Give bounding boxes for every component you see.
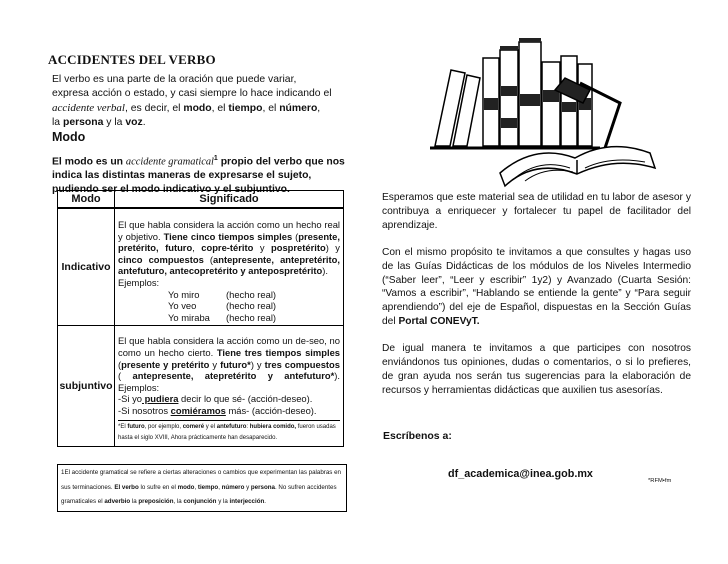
- desc-bold: cinco compuestos: [118, 253, 204, 265]
- intro-bold: voz: [125, 117, 143, 128]
- intro-text: , es decir, el: [125, 103, 184, 114]
- note-text: y el: [204, 423, 217, 430]
- desc-bold: pospretérito: [271, 242, 326, 254]
- footnote-text: , la: [173, 498, 184, 505]
- desc-bold: futuro*: [220, 358, 251, 370]
- mood-label: subjuntivo: [58, 326, 115, 446]
- table-header-row: [58, 191, 344, 209]
- example-text: -Si yo: [118, 393, 142, 405]
- definition-text: El modo es un: [52, 156, 126, 168]
- modo-table: [57, 190, 344, 447]
- footnote-text: ,: [194, 483, 198, 491]
- example-verb: pudiera: [141, 393, 179, 405]
- footnote-bold: preposición: [138, 498, 174, 505]
- footnote-bold: interjección: [229, 498, 265, 505]
- table-row: [58, 208, 344, 326]
- note-bold: comeré: [182, 423, 205, 430]
- example-row: [168, 289, 340, 301]
- desc-text: y: [209, 358, 221, 370]
- footnote-text: 1El accidente gramatical se refiere a ciertas alteraciones o cambios que experimentan las palabras en sus terminaciones.: [61, 469, 341, 491]
- desc-bold: Tiene tres tiempos simples: [216, 346, 340, 358]
- footnote-bold: persona: [250, 483, 275, 491]
- desc-bold: copre-térito: [201, 242, 254, 254]
- mood-description: [115, 326, 344, 446]
- paragraph: [382, 246, 691, 329]
- desc-text: ).: [322, 265, 328, 277]
- footnote-text: la: [130, 498, 139, 505]
- definition-text: propio del verbo que nos indica las distintas maneras de expresarse el sujeto, pudiendo ser el modo indicativo y el subjuntivo.: [52, 156, 345, 196]
- mood-label: Indicativo: [58, 208, 115, 326]
- desc-text: (: [118, 370, 133, 382]
- paragraph: De igual manera te invitamos a que participes con nosotros enviándonos tus opiniones, dudas o comentarios, o si lo prefieres, de gran ayuda nos serán tus sugerencias para la elaboración de recursos y herramientas didácticas que auxilien tus asesorías.: [382, 343, 691, 396]
- contact-heading: Escríbenos a:: [383, 430, 452, 442]
- note-text: fueron usadas hasta el siglo XVIII, Ahora prácticamente han desaparecido.: [118, 423, 336, 441]
- desc-text: (: [292, 230, 299, 242]
- desc-text: (: [203, 253, 214, 265]
- intro-text: , el: [262, 103, 280, 114]
- page-title: ACCIDENTES DEL VERBO: [48, 52, 216, 67]
- intro-text: la: [52, 117, 63, 128]
- example-note: (hecho real): [226, 288, 277, 300]
- note-bold: hubiera comido,: [249, 423, 297, 430]
- paragraph: Esperamos que este material sea de utilidad en tu labor de asesor y contribuya a enriquecer y fortalecer tu papel de facilitador del aprendizaje.: [382, 192, 691, 231]
- note-text: , por ejemplo,: [144, 423, 183, 430]
- footnote-text: .: [264, 498, 267, 505]
- footnote-bold: número: [221, 483, 245, 491]
- footnote: [57, 464, 347, 512]
- desc-bold: presente y pretérito: [121, 358, 210, 370]
- right-column: [382, 191, 691, 411]
- intro-bold: número: [279, 103, 318, 114]
- mood-description: [115, 208, 344, 326]
- footnote-text: ,: [218, 483, 222, 491]
- example-line: [118, 393, 340, 405]
- desc-text: El que habla considera la acción como un hecho real y objetivo.: [118, 219, 340, 242]
- paragraph-text: Con el mismo propósito te invitamos a que consultes y hagas uso de las Guías Didácticas de los módulos de los Niveles Intermedio (“Saber leer”, “Leer y escribir” 1y2) y Avanzado (Cuarta Sesión: “Vamos a escribir”, “Hablando se entiende la gente” y “Para seguir aprendiendo”) del eje de Español, dispuestas en la Sección Guías del: [382, 246, 691, 328]
- intro-text: expresa acción o estado, y casi siempre lo hace indicando el: [52, 88, 332, 99]
- signature-initials: *RFM•fm: [648, 478, 672, 484]
- example-note: (hecho real): [226, 300, 277, 312]
- footnote-bold: adverbio: [104, 498, 131, 505]
- footnote-bold: tiempo: [197, 483, 219, 491]
- footnote-text: lo sufre en el: [138, 483, 178, 491]
- example-text: decir lo que sé- (acción-deseo).: [178, 393, 313, 405]
- footnote-bold: conjunción: [183, 498, 217, 505]
- contact-email[interactable]: df_academica@inea.gob.mx: [448, 468, 593, 480]
- desc-bold: tres compuestos: [264, 358, 340, 370]
- table-note: [118, 420, 340, 444]
- intro-bold: modo: [183, 103, 212, 114]
- table-row: [58, 326, 344, 446]
- desc-bold: Tiene cinco tiempos simples: [163, 230, 293, 242]
- example-text: más- (acción-deseo).: [225, 404, 317, 416]
- desc-text: ). Ejemplos:: [118, 370, 341, 393]
- example-verb: Yo miro: [168, 288, 200, 300]
- column-header: Modo: [58, 191, 115, 209]
- example-verb: comiéramos: [170, 404, 226, 416]
- note-bold: futuro: [127, 423, 145, 430]
- example-verb: Yo veo: [168, 300, 197, 312]
- example-row: [168, 312, 340, 324]
- note-text: *El: [118, 423, 128, 430]
- books-lamp-illustration: [405, 28, 695, 188]
- portal-link[interactable]: Portal CONEVyT.: [398, 316, 480, 328]
- intro-paragraph: [52, 73, 357, 130]
- note-text: :: [246, 423, 250, 430]
- footnote-text: y la: [216, 498, 230, 505]
- intro-text: El verbo es una parte de la oración que puede variar,: [52, 74, 297, 85]
- example-verb: Yo miraba: [168, 311, 210, 323]
- desc-text: ,: [192, 242, 202, 254]
- desc-text: ) y: [325, 242, 340, 254]
- section-heading: Modo: [52, 130, 86, 144]
- desc-text: ) y: [250, 358, 265, 370]
- desc-bold: antepresente, atepretérito y antefuturo*: [132, 370, 335, 382]
- footnote-bold: modo: [177, 483, 195, 491]
- desc-bold: antepresente, antepretérito, antefuturo, antecopretérito y antepospretérito: [118, 253, 340, 277]
- definition-italic: accidente gramatical: [125, 156, 214, 168]
- desc-text: y: [253, 242, 271, 254]
- intro-bold: tiempo: [228, 103, 263, 114]
- examples-label: Ejemplos:: [118, 276, 160, 288]
- example-line: [118, 405, 340, 417]
- footnote-ref: 1: [213, 155, 218, 162]
- footnote-text: y: [244, 483, 251, 491]
- intro-text: .: [142, 117, 146, 128]
- intro-text: ,: [317, 103, 321, 114]
- desc-text: El que habla considera la acción como un de-seo, no como un hecho cierto.: [118, 335, 340, 358]
- column-header: Significado: [115, 191, 344, 209]
- footnote-bold: El verbo: [114, 483, 139, 491]
- examples-list: [168, 289, 340, 324]
- intro-text: y la: [103, 117, 126, 128]
- intro-bold: persona: [62, 117, 104, 128]
- example-note: (hecho real): [226, 311, 277, 323]
- footnote-text: . No sufren accidentes gramaticales el: [61, 483, 337, 505]
- desc-bold: presente, pretérito, futuro: [118, 230, 340, 254]
- note-bold: antefuturo: [216, 423, 247, 430]
- desc-text: (: [118, 358, 122, 370]
- example-text: -Si nosotros: [118, 404, 171, 416]
- intro-text: , el: [211, 103, 229, 114]
- intro-italic: accidente verbal: [52, 102, 125, 114]
- example-row: [168, 300, 340, 312]
